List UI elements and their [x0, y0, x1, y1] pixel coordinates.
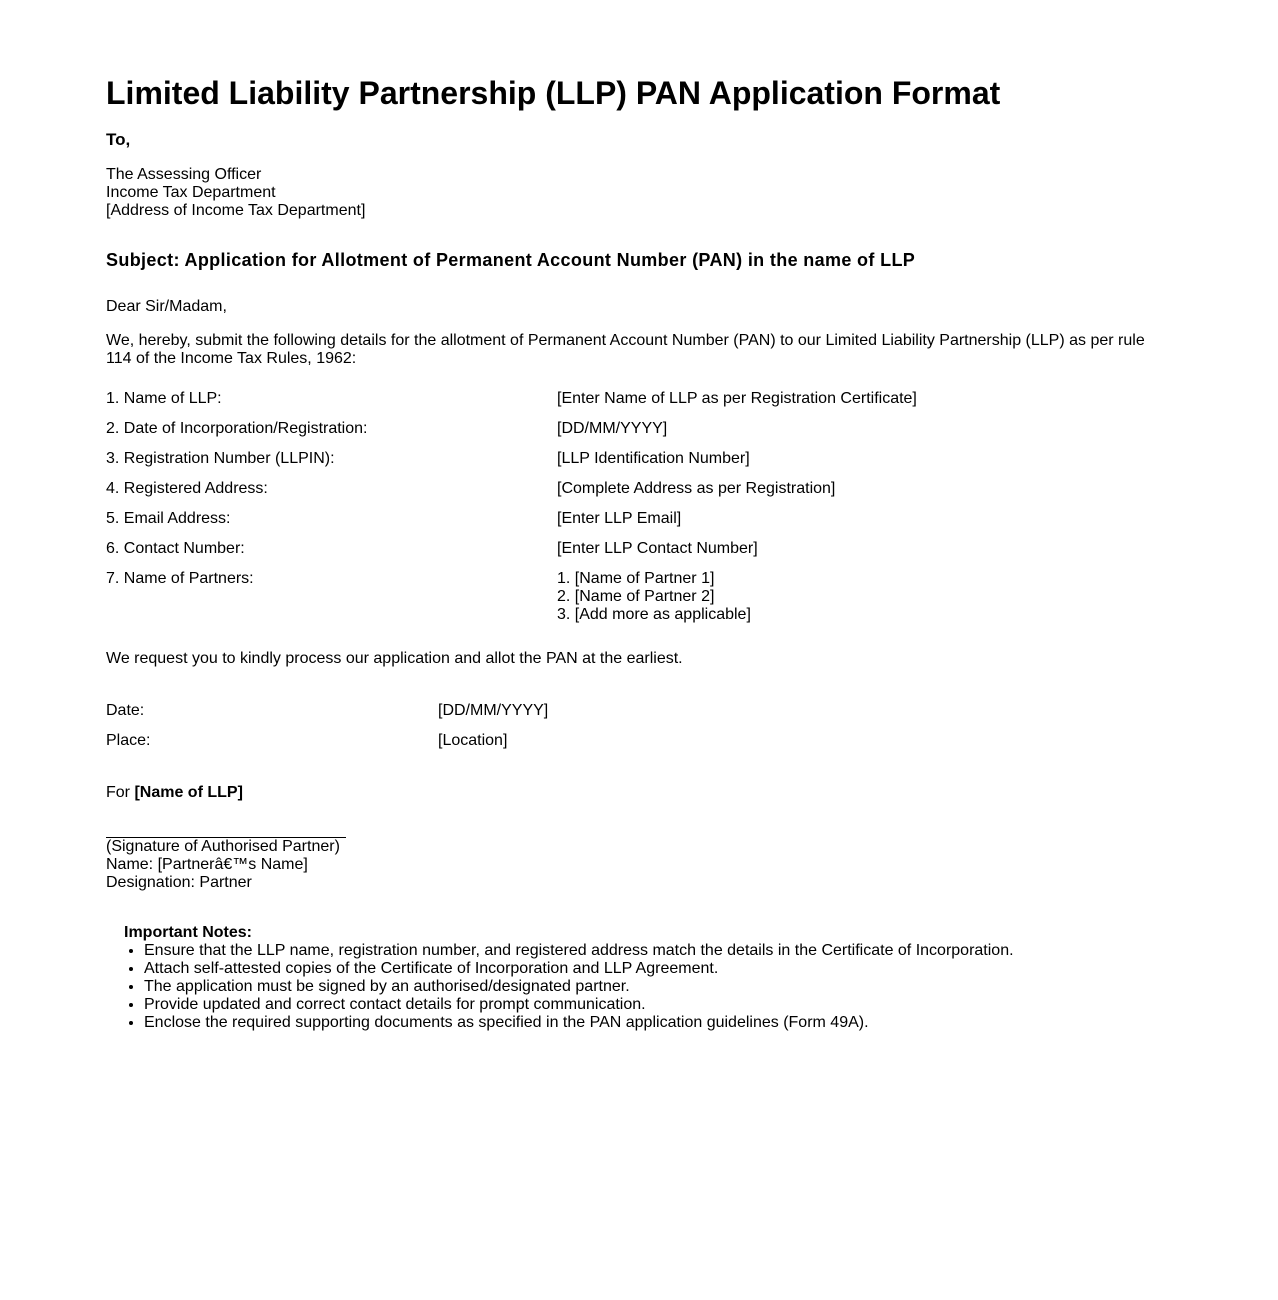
date-row — [106, 702, 806, 732]
note-item: • Ensure that the LLP name, registration number, and registered address match the details in the Certificate of Incorporation. — [144, 942, 1164, 960]
field-value: [Complete Address as per Registration] — [557, 480, 836, 497]
partners-list — [557, 570, 751, 624]
field-label: 3. Registration Number (LLPIN): — [106, 450, 335, 467]
subject-line: Subject: Application for Allotment of Permanent Account Number (PAN) in the name of LLP — [106, 250, 916, 270]
important-notes — [124, 924, 1164, 1032]
notes-title: Important Notes: — [124, 924, 252, 941]
for-prefix: For — [106, 784, 135, 801]
request-paragraph: We request you to kindly process our application and allot the PAN at the earliest. — [106, 650, 683, 667]
for-line — [106, 784, 243, 802]
partner-item: 1. [Name of Partner 1] — [557, 570, 715, 587]
recipient-line: Income Tax Department — [106, 184, 276, 201]
details-table — [106, 390, 1166, 623]
partner-item: 3. [Add more as applicable] — [557, 606, 751, 623]
recipient-line: The Assessing Officer — [106, 166, 262, 183]
field-label: 1. Name of LLP: — [106, 390, 222, 407]
date-value: [DD/MM/YYYY] — [438, 702, 549, 719]
field-label: 5. Email Address: — [106, 510, 231, 527]
note-item: • Attach self-attested copies of the Certificate of Incorporation and LLP Agreement. — [144, 960, 1164, 978]
field-row — [106, 510, 1166, 540]
field-row — [106, 480, 1166, 510]
salutation: Dear Sir/Madam, — [106, 298, 227, 315]
signature-caption: (Signature of Authorised Partner) — [106, 838, 340, 855]
field-row — [106, 420, 1166, 450]
signatory-designation: Designation: Partner — [106, 874, 252, 891]
llp-name-placeholder: [Name of LLP] — [134, 784, 243, 801]
place-value: [Location] — [438, 732, 508, 749]
field-row — [106, 540, 1166, 570]
date-place-table — [106, 702, 806, 762]
field-value: [Enter LLP Contact Number] — [557, 540, 758, 557]
note-item: • Enclose the required supporting documents as specified in the PAN application guidelines (Form 49A). — [144, 1014, 1164, 1032]
field-value: [LLP Identification Number] — [557, 450, 750, 467]
partner-item: 2. [Name of Partner 2] — [557, 588, 715, 605]
field-value: [Enter LLP Email] — [557, 510, 682, 527]
field-label: 2. Date of Incorporation/Registration: — [106, 420, 368, 437]
field-label: 4. Registered Address: — [106, 480, 268, 497]
place-label: Place: — [106, 732, 151, 749]
signature-block — [106, 838, 340, 892]
field-row — [106, 450, 1166, 480]
to-label: To, — [106, 130, 131, 149]
note-item: • The application must be signed by an authorised/designated partner. — [144, 978, 1164, 996]
notes-list — [124, 942, 1164, 1032]
recipient-line: [Address of Income Tax Department] — [106, 202, 366, 219]
field-label: 7. Name of Partners: — [106, 570, 254, 587]
signatory-name: Name: [Partnerâ€™s Name] — [106, 856, 308, 873]
note-item: • Provide updated and correct contact details for prompt communication. — [144, 996, 1164, 1014]
field-value: [Enter Name of LLP as per Registration Certificate] — [557, 390, 917, 407]
field-value: [DD/MM/YYYY] — [557, 420, 668, 437]
recipient-address — [106, 166, 365, 220]
date-label: Date: — [106, 702, 145, 719]
page-title: Limited Liability Partnership (LLP) PAN Application Format — [106, 75, 1001, 111]
field-row — [106, 390, 1166, 420]
place-row — [106, 732, 806, 762]
field-label: 6. Contact Number: — [106, 540, 245, 557]
intro-paragraph: We, hereby, submit the following details for the allotment of Permanent Account Number (PAN) to our Limited Liability Partnership (LLP) as per rule 114 of the Income Tax Rules, 1962: — [106, 332, 1145, 367]
